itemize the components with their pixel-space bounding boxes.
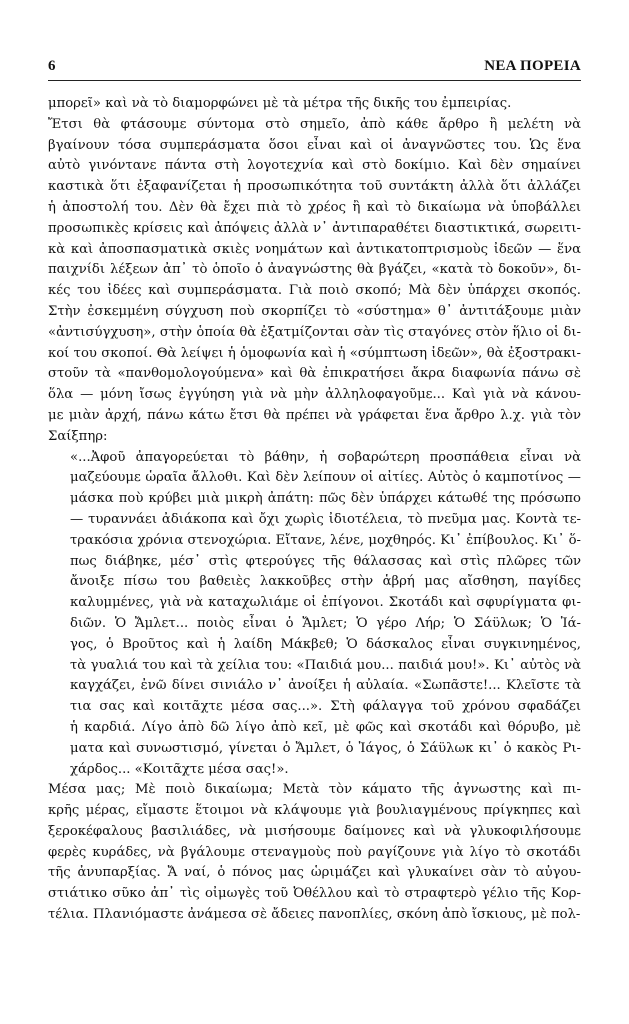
text-line: γος, ὁ Βροῦτος καὶ ἡ λαίδη Μάκβεθ; Ὁ δάσκαλος εἶναι συγκινημένος, <box>70 636 581 652</box>
text-line: στοῦν τὰ «πανθομολογούμενα» καὶ θὰ ἐπικρατήσει ἄκρα διαφωνία πάνω σὲ <box>48 366 581 382</box>
text-line: μαζεύουμε ὡραῖα ἄλλοθι. Καὶ δὲν λείπουν οἱ αἰτίες. Αὐτὸς ὁ καμποτίνος — <box>70 470 581 486</box>
text-line: Σαίξπηρ: <box>48 428 108 444</box>
text-line: ὅλα — μόνη ἴσως ἐγγύηση γιὰ νὰ μὴν ἀλληλοφαγοῦμε... Καὶ γιὰ νὰ κάνου- <box>48 387 581 403</box>
text-line: Ἔτσι θὰ φτάσουμε σύντομα στὸ σημεῖο, ἀπὸ κάθε ἄρθρο ἢ μελέτη νὰ <box>48 116 581 132</box>
text-line: «...Ἀφοῦ ἀπαγορεύεται τὸ βάθην, ἡ σοβαρώτερη προσπάθεια εἶναι νὰ <box>70 449 581 465</box>
text-line: ἄνοιξε πίσω του βαθειὲς λακκοῦβες στὴν ἁβρή μας αἴσθηση, παγίδες <box>70 574 581 590</box>
paragraph <box>48 780 581 926</box>
text-line: καστικὰ ὅτι ἐξαφανίζεται ἡ προσωπικότητα τοῦ συντάκτη ἀλλὰ ὅτι ἀλλάζει <box>48 179 581 195</box>
text-line: κὰ καὶ ἀποσπασματικὰ σκιὲς νοημάτων καὶ ἀντικατοπτρισμοὺς ἰδεῶν — ἕνα <box>48 241 581 257</box>
text-line: τρακόσια χρόνια στενοχώρια. Εἴτανε, λένε, μοχθηρός. Κι᾽ ἐπίβουλος. Κι᾽ ὅ- <box>70 532 581 548</box>
text-line: καγχάζει, ἐνῶ δίνει σινιάλο ν᾽ ἀνοίξει ἡ αὐλαία. «Σωπᾶστε!... Κλεῖστε τὰ <box>70 678 581 694</box>
text-line: χάρδος... «Κοιτᾶχτε μέσα σας!». <box>70 761 289 777</box>
text-line: μπορεῖ» καὶ νὰ τὸ διαμορφώνει μὲ τὰ μέτρα τῆς δικῆς του ἐμπειρίας. <box>48 96 512 111</box>
page-number: 6 <box>48 58 56 74</box>
paragraph <box>48 94 581 115</box>
text-line: ξεροκέφαλους βασιλιάδες, νὰ μισήσουμε δαίμονες καὶ νὰ γλυκοφιλήσουμε <box>48 823 581 839</box>
text-line: με μιὰν ἀρχή, πάνω κάτω ἔτσι θὰ πρέπει νὰ γράφεται ἕνα ἄρθρο λ.χ. γιὰ τὸν <box>48 407 581 423</box>
text-line: φερὲς κυράδες, νὰ βγάλουμε στεναγμοὺς ποὺ ραγίζουνε γιὰ λίγο τὸ σκοτάδι <box>48 844 581 860</box>
text-line: βγαίνουν τόσα συμπεράσματα ὅσοι εἶναι καὶ οἱ ἀναγνῶστες του. Ὡς ἕνα <box>48 137 581 153</box>
text-line: τῆς ἀνυπαρξίας. Ἄ ναί, ὁ πόνος μας ὡριμάζει καὶ γλυκαίνει σὰν τὸ αὐγου- <box>48 865 581 881</box>
text-line: ἡ καρδιά. Λίγο ἀπὸ δῶ λίγο ἀπὸ κεῖ, μὲ φῶς καὶ σκοτάδι καὶ θόρυβο, μὲ <box>70 719 581 735</box>
paragraph <box>48 115 581 448</box>
running-title: ΝΕΑ ΠΟΡΕΙΑ <box>484 58 581 74</box>
text-line: Στὴν ἐσκεμμένη σύγχυση ποὺ σκορπίζει τὸ «σύστημα» θ᾽ ἀντιτάξουμε μιὰν <box>48 303 581 319</box>
text-line: «ἀντισύγχυση», στὴν ὁποία θὰ ἐξατμίζονται σὰν τὶς σταγόνες στὸν ἥλιο οἱ δι- <box>48 324 581 340</box>
text-line: — τυραννάει ἀδιάκοπα καὶ ὄχι χωρὶς ἰδιοτέλεια, τὸ πνεῦμα μας. Κοντὰ τε- <box>70 511 581 527</box>
text-line: κοί του σκοποί. Θὰ λείψει ἡ ὁμοφωνία καὶ ἡ «σύμπτωση ἰδεῶν», θὰ ἐξοστρακι- <box>48 345 581 361</box>
text-line: πως διάβηκε, μέσ᾽ στὶς φτερούγες τῆς θάλασσας καὶ στὶς πλῶρες τῶν <box>70 553 581 569</box>
text-line: τὰ γυαλιά του καὶ τὰ χείλια του: «Παιδιά μου... παιδιά μου!». Κι᾽ αὐτὸς νὰ <box>70 657 581 673</box>
page-body-text <box>48 94 581 926</box>
text-line: ἡ ἀποστολή του. Δὲν θὰ ἔχει πιὰ τὸ χρέος ἢ καὶ τὸ δικαίωμα νὰ ὑποβάλλει <box>48 199 581 215</box>
text-line: ματα καὶ συνωστισμό, γίνεται ὁ Ἄμλετ, ὁ Ἰάγος, ὁ Σάϋλωκ κι᾽ ὁ κακὸς Ρι- <box>70 740 581 756</box>
text-line: αὐτὸ γινόντανε πάντα στὴ λογοτεχνία καὶ στὸ δοκίμιο. Καὶ δὲν σημαίνει <box>48 158 581 174</box>
page-header <box>48 56 581 81</box>
block-quote <box>48 448 581 781</box>
text-line: μάσκα ποὺ κρύβει μιὰ μικρὴ ἀπάτη: πῶς δὲν ὑπάρχει κάτωθέ της πρόσωπο <box>70 491 581 507</box>
text-line: παιχνίδι λέξεων ἀπ᾽ τὸ ὁποῖο ὁ ἀναγνώστης θὰ βγάζει, «κατὰ τὸ δοκοῦν», δι- <box>48 262 581 278</box>
text-line: κές του ἰδέες καὶ συμπεράσματα. Γιὰ ποιὸ σκοπό; Μὰ δὲν ὑπάρχει σκοπός. <box>48 283 581 299</box>
text-line: διῶν. Ὁ Ἄμλετ... ποιὸς εἶναι ὁ Ἄμλετ; Ὁ γέρο Λήρ; Ὁ Σάϋλωκ; Ὁ Ἰά- <box>70 615 581 631</box>
text-line: καλυμμένες, γιὰ νὰ καταχωλιάμε οἱ ἐπίγονοι. Σκοτάδι καὶ σφυρίγματα φι- <box>70 595 581 611</box>
text-line: κρῆς μέρας, εἴμαστε ἕτοιμοι νὰ κλάψουμε γιὰ βουλιαγμένους πρίγκηπες καὶ <box>48 803 581 819</box>
text-line: προσωπικὲς κρίσεις καὶ ἀπόψεις ἀλλὰ ν᾽ ἀντιπαραθέτει διαστικτικά, σωρειτι- <box>48 220 581 236</box>
text-line: τέλια. Πλανιόμαστε ἀνάμεσα σὲ ἄδειες πανοπλίες, σκόνη ἀπὸ ἴσκιους, μὲ πολ- <box>48 907 581 923</box>
text-line: τια σας καὶ κοιτᾶχτε μέσα σας...». Στὴ φάλαγγα τοῦ χρόνου σφαδάζει <box>70 699 581 715</box>
text-line: Μέσα μας; Μὲ ποιὸ δικαίωμα; Μετὰ τὸν κάματο τῆς ἀγνωστης καὶ πι- <box>48 782 581 798</box>
text-line: στιάτικο σῦκο ἀπ᾽ τὶς οἰμωγὲς τοῦ Ὀθέλλου καὶ τὸ στραφτερὸ γέλιο τῆς Κορ- <box>48 886 581 902</box>
